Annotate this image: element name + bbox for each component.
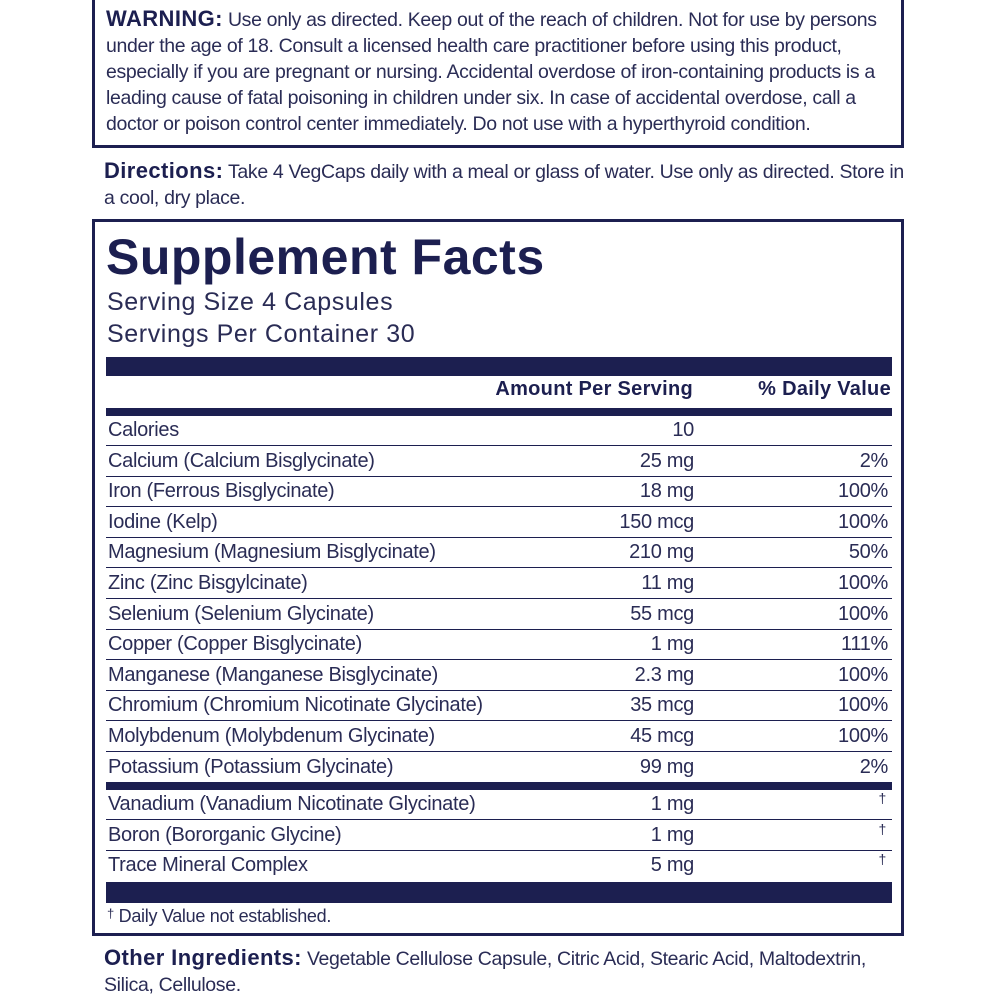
nutrient-name: Zinc (Zinc Bisgylcinate)	[108, 572, 308, 594]
nutrient-daily-value: 100%	[838, 480, 888, 503]
nutrient-row	[106, 753, 892, 783]
nutrient-name: Potassium (Potassium Glycinate)	[108, 755, 394, 778]
serving-size: Serving Size 4 Capsules	[107, 288, 394, 316]
nutrient-daily-value: 100%	[838, 725, 888, 747]
other-ingredients-paragraph	[104, 945, 914, 998]
directions-paragraph	[104, 158, 904, 211]
nutrient-daily-value: 2%	[859, 449, 888, 472]
nutrient-amount: 18 mg	[639, 480, 694, 503]
nutrient-daily-value: †	[878, 851, 886, 868]
nutrient-daily-value: 100%	[838, 572, 888, 594]
supplement-facts-panel	[92, 219, 904, 936]
nutrient-name: Manganese (Manganese Bisglycinate)	[108, 663, 438, 686]
nutrient-daily-value: 100%	[838, 510, 888, 533]
nutrient-row	[106, 416, 892, 446]
nutrient-row	[106, 447, 892, 477]
facts-title: Supplement Facts	[106, 229, 545, 285]
nutrient-name: Vanadium (Vanadium Nicotinate Glycinate)	[108, 793, 476, 815]
nutrient-amount: 2.3 mg	[634, 663, 694, 686]
nutrient-row	[106, 691, 892, 721]
nutrient-daily-value: 100%	[838, 663, 888, 686]
nutrient-row	[106, 569, 892, 599]
nutrient-amount: 10	[672, 419, 694, 441]
nutrient-row	[106, 538, 892, 568]
nutrient-row	[106, 477, 892, 507]
nutrient-amount: 45 mcg	[630, 725, 694, 747]
footnote-text: Daily Value not established.	[118, 906, 332, 926]
nutrient-row	[106, 661, 892, 691]
divider-bar-middle	[106, 782, 892, 790]
nutrient-row	[106, 508, 892, 538]
header-amount-per-serving: Amount Per Serving	[495, 378, 693, 400]
nutrient-name: Magnesium (Magnesium Bisglycinate)	[108, 541, 436, 564]
nutrient-daily-value: †	[878, 790, 886, 806]
nutrient-daily-value: 111%	[841, 633, 888, 656]
nutrient-name: Calcium (Calcium Bisglycinate)	[108, 449, 375, 472]
footnote	[107, 906, 331, 927]
nutrient-name: Selenium (Selenium Glycinate)	[108, 602, 374, 625]
nutrient-amount: 150 mcg	[619, 510, 694, 533]
warning-paragraph	[106, 6, 891, 137]
nutrient-name: Calories	[108, 419, 179, 441]
nutrient-row	[106, 790, 892, 820]
nutrient-daily-value: 2%	[859, 755, 888, 778]
warning-box	[92, 0, 904, 148]
nutrient-daily-value: 50%	[848, 541, 888, 564]
nutrient-amount: 25 mg	[639, 449, 694, 472]
divider-bar-header	[106, 408, 892, 416]
nutrient-amount: 210 mg	[629, 541, 694, 564]
divider-bar-bottom	[106, 882, 892, 903]
divider-bar-top	[106, 357, 892, 376]
nutrient-row	[106, 722, 892, 752]
nutrient-amount: 1 mg	[650, 633, 694, 656]
nutrient-name: Boron (Bororganic Glycine)	[108, 823, 342, 846]
nutrient-daily-value: †	[878, 820, 886, 837]
header-daily-value: % Daily Value	[758, 378, 891, 400]
directions-text: Take 4 VegCaps daily with a meal or glass of water. Use only as directed. Store in a cool, dry place.	[104, 161, 904, 209]
nutrient-amount: 11 mg	[641, 572, 694, 594]
other-ingredients-label: Other Ingredients:	[104, 945, 302, 970]
nutrient-daily-value: 100%	[838, 602, 888, 625]
directions-label: Directions:	[104, 158, 224, 183]
nutrient-name: Molybdenum (Molybdenum Glycinate)	[108, 725, 435, 747]
nutrient-amount: 5 mg	[650, 854, 694, 877]
nutrient-row	[106, 630, 892, 660]
nutrient-amount: 1 mg	[650, 793, 694, 815]
nutrient-name: Iron (Ferrous Bisglycinate)	[108, 480, 335, 503]
nutrient-name: Iodine (Kelp)	[108, 510, 218, 533]
nutrient-row	[106, 821, 892, 851]
nutrient-daily-value: 100%	[838, 694, 888, 717]
nutrient-name: Trace Mineral Complex	[108, 854, 308, 877]
nutrient-amount: 55 mcg	[630, 602, 694, 625]
footnote-dagger: †	[107, 906, 114, 921]
nutrient-row	[106, 600, 892, 630]
warning-text: Use only as directed. Keep out of the reach of children. Not for use by persons under the age of 18. Consult a licensed health care practitioner before using this product, especially if you are pregnant or nursing. Accidental overdose of iron-containing products is a leading cause of fatal poisoning in children under six. In case of accidental overdose, call a doctor or poison control center immediately. Do not use with a hyperthyroid condition.	[106, 9, 877, 135]
warning-label: WARNING:	[106, 6, 223, 31]
nutrient-amount: 35 mcg	[630, 694, 694, 717]
other-ingredients-text: Vegetable Cellulose Capsule, Citric Acid, Stearic Acid, Maltodextrin, Silica, Cellulose.	[104, 948, 866, 996]
nutrient-row	[106, 851, 892, 881]
nutrient-amount: 1 mg	[650, 823, 694, 846]
nutrient-amount: 99 mg	[639, 755, 694, 778]
nutrient-name: Chromium (Chromium Nicotinate Glycinate)	[108, 694, 483, 717]
nutrient-name: Copper (Copper Bisglycinate)	[108, 633, 362, 656]
servings-per-container: Servings Per Container 30	[107, 320, 416, 348]
